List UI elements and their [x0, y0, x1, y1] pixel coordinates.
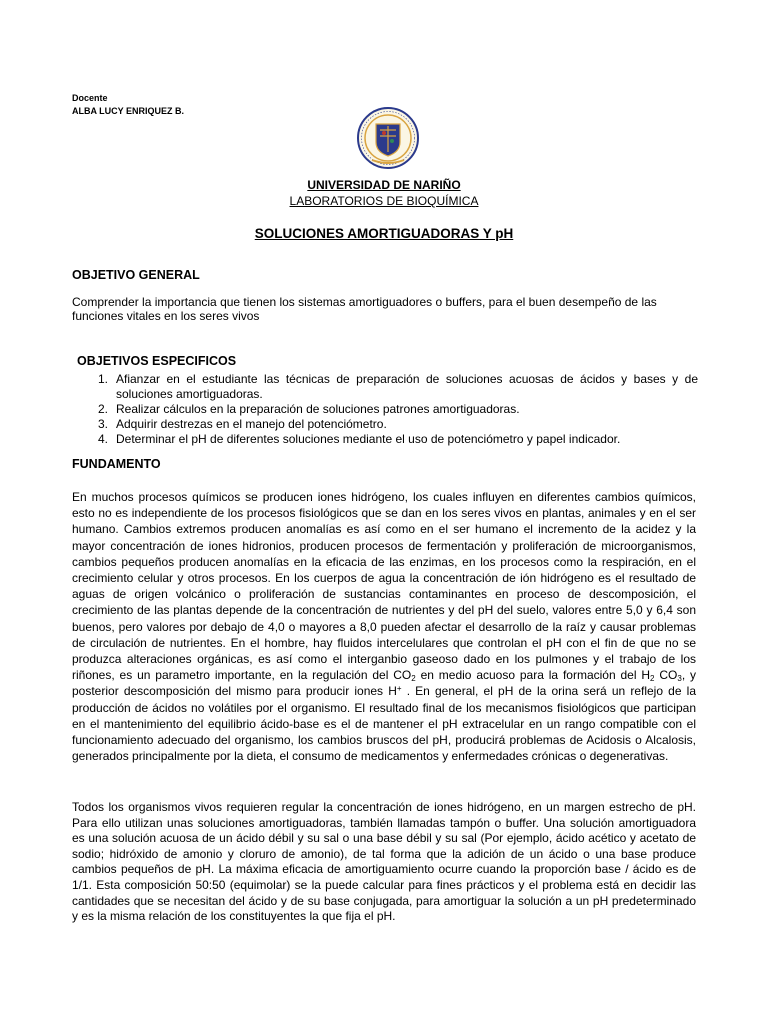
- paragraph-text: . En general, el pH de la orina será un reflejo de la producción de ácidos no volátiles por el organismo. El resultado final de los mecanismos fisiológicos que participan en el mantenimiento del equilibrio ácido-base es el de mantener el pH extracelular en un rango compatible con el funcionamiento adecuado del organismo, los cambios bruscos del pH, producirá problemas de Acidosis o Alcalosis, generados principalmente por la dieta, el consumo de medicamentos y enfermedades crónicas o degenerativas.: [72, 684, 697, 764]
- list-item-number: 3.: [98, 417, 109, 431]
- docente-label: Docente: [72, 93, 108, 103]
- list-item: [98, 372, 698, 402]
- fundamento-paragraph-2: Todos los organismos vivos requieren regular la concentración de iones hidrógeno, en un margen estrecho de pH. Para ello utilizan unas soluciones amortiguadoras, también llamadas tampón o buffer. Una solución amortiguadora es una solución acuosa de un ácido débil y su sal o una base débil y su sal (Por ejemplo, ácido acético y acetato de sodio; hidróxido de amonio y cloruro de amonio), de tal forma que la adición de un ácido o una base produce cambios pequeños de pH. La máxima eficacia de amortiguamiento ocurre cuando la proporción base / ácido es de 1/1. Esta composición 50:50 (equimolar) se la puede calcular para fines prácticos y el problema está en decidir las cantidades que se necesitan del ácido y de su base conjugada, para amortiguar la solución a un pH predeterminado y es la misma relación de los constituyentes la que fija el pH.: [72, 800, 696, 924]
- subscript: 3: [677, 674, 682, 684]
- docente-block: [72, 93, 184, 119]
- university-name: UNIVERSIDAD DE NARIÑO: [307, 178, 461, 192]
- list-item-number: 2.: [98, 402, 109, 416]
- superscript: +: [396, 684, 402, 694]
- list-item: [98, 432, 698, 447]
- objetivos-especificos-heading: OBJETIVOS ESPECIFICOS: [77, 354, 237, 368]
- objetivos-list: [98, 372, 698, 447]
- list-item-number: 1.: [98, 372, 109, 386]
- list-item-text: Realizar cálculos en la preparación de soluciones patrones amortiguadoras.: [116, 402, 520, 416]
- list-item: [98, 417, 698, 432]
- document-title: SOLUCIONES AMORTIGUADORAS Y pH: [254, 226, 514, 241]
- paragraph-text: CO: [654, 668, 678, 683]
- paragraph-text: , y posterior descomposición del mismo para producir iones H: [72, 668, 697, 699]
- subscript: 2: [650, 674, 655, 684]
- objetivo-general-heading: OBJETIVO GENERAL: [72, 268, 200, 282]
- paragraph-text: en medio acuoso para la formación del H: [415, 668, 651, 683]
- list-item-text: Determinar el pH de diferentes soluciones mediante el uso de potenciómetro y papel indicador.: [116, 432, 621, 446]
- fundamento-paragraph-1: [72, 489, 696, 764]
- list-item-number: 4.: [98, 432, 109, 446]
- subscript: 2: [411, 674, 416, 684]
- university-seal-icon: [356, 106, 420, 170]
- list-item-text: Afianzar en el estudiante las técnicas de preparación de soluciones acuosas de ácidos y bases y de soluciones amortiguadoras.: [116, 372, 698, 401]
- objetivo-general-text: Comprender la importancia que tienen los sistemas amortiguadores o buffers, para el buen desempeño de las funciones vitales en los seres vivos: [72, 295, 657, 323]
- list-item: [98, 402, 698, 417]
- fundamento-heading: FUNDAMENTO: [72, 457, 161, 471]
- lab-name: LABORATORIOS DE BIOQUÍMICA: [289, 194, 479, 208]
- docente-name: ALBA LUCY ENRIQUEZ B.: [72, 106, 185, 116]
- paragraph-text: En muchos procesos químicos se producen iones hidrógeno, los cuales influyen en diferentes cambios químicos, esto no es independiente de los procesos fisiológicos que se dan en los seres vivos en plantas, animales y en el ser humano. Cambios extremos producen anomalías es así como en el ser humano el incremento de la acidez y la mayor concentración de iones hidronios, producen procesos de fermentación y proliferación de microorganismos, cambios pequeños producen anomalías en la eficacia de las enzimas, en los procesos como la respiración, en el crecimiento celular y otros procesos. En los cuerpos de agua la concentración de ión hidrógeno es el resultado de aguas de origen volcánico o proliferación de sustancias contaminantes en proceso de descomposición, el crecimiento de las plantas depende de la concentración de nutrientes y del pH del suelo, valores entre 5,0 y 6,4 son buenos, pero valores por debajo de 4,0 o mayores a 8,0 pueden afectar el desarrollo de la raíz y causar problemas de circulación de nutrientes. En el hombre, hay fluidos intercelulares que controlan el pH con el fin de que no se produzca alteraciones orgánicas, es así como el interganbio gaseoso dado en los pulmones y el trabajo de los riñones, es un parametro importante, en la regulación del CO: [72, 490, 696, 683]
- list-item-text: Adquirir destrezas en el manejo del potenciómetro.: [116, 417, 387, 431]
